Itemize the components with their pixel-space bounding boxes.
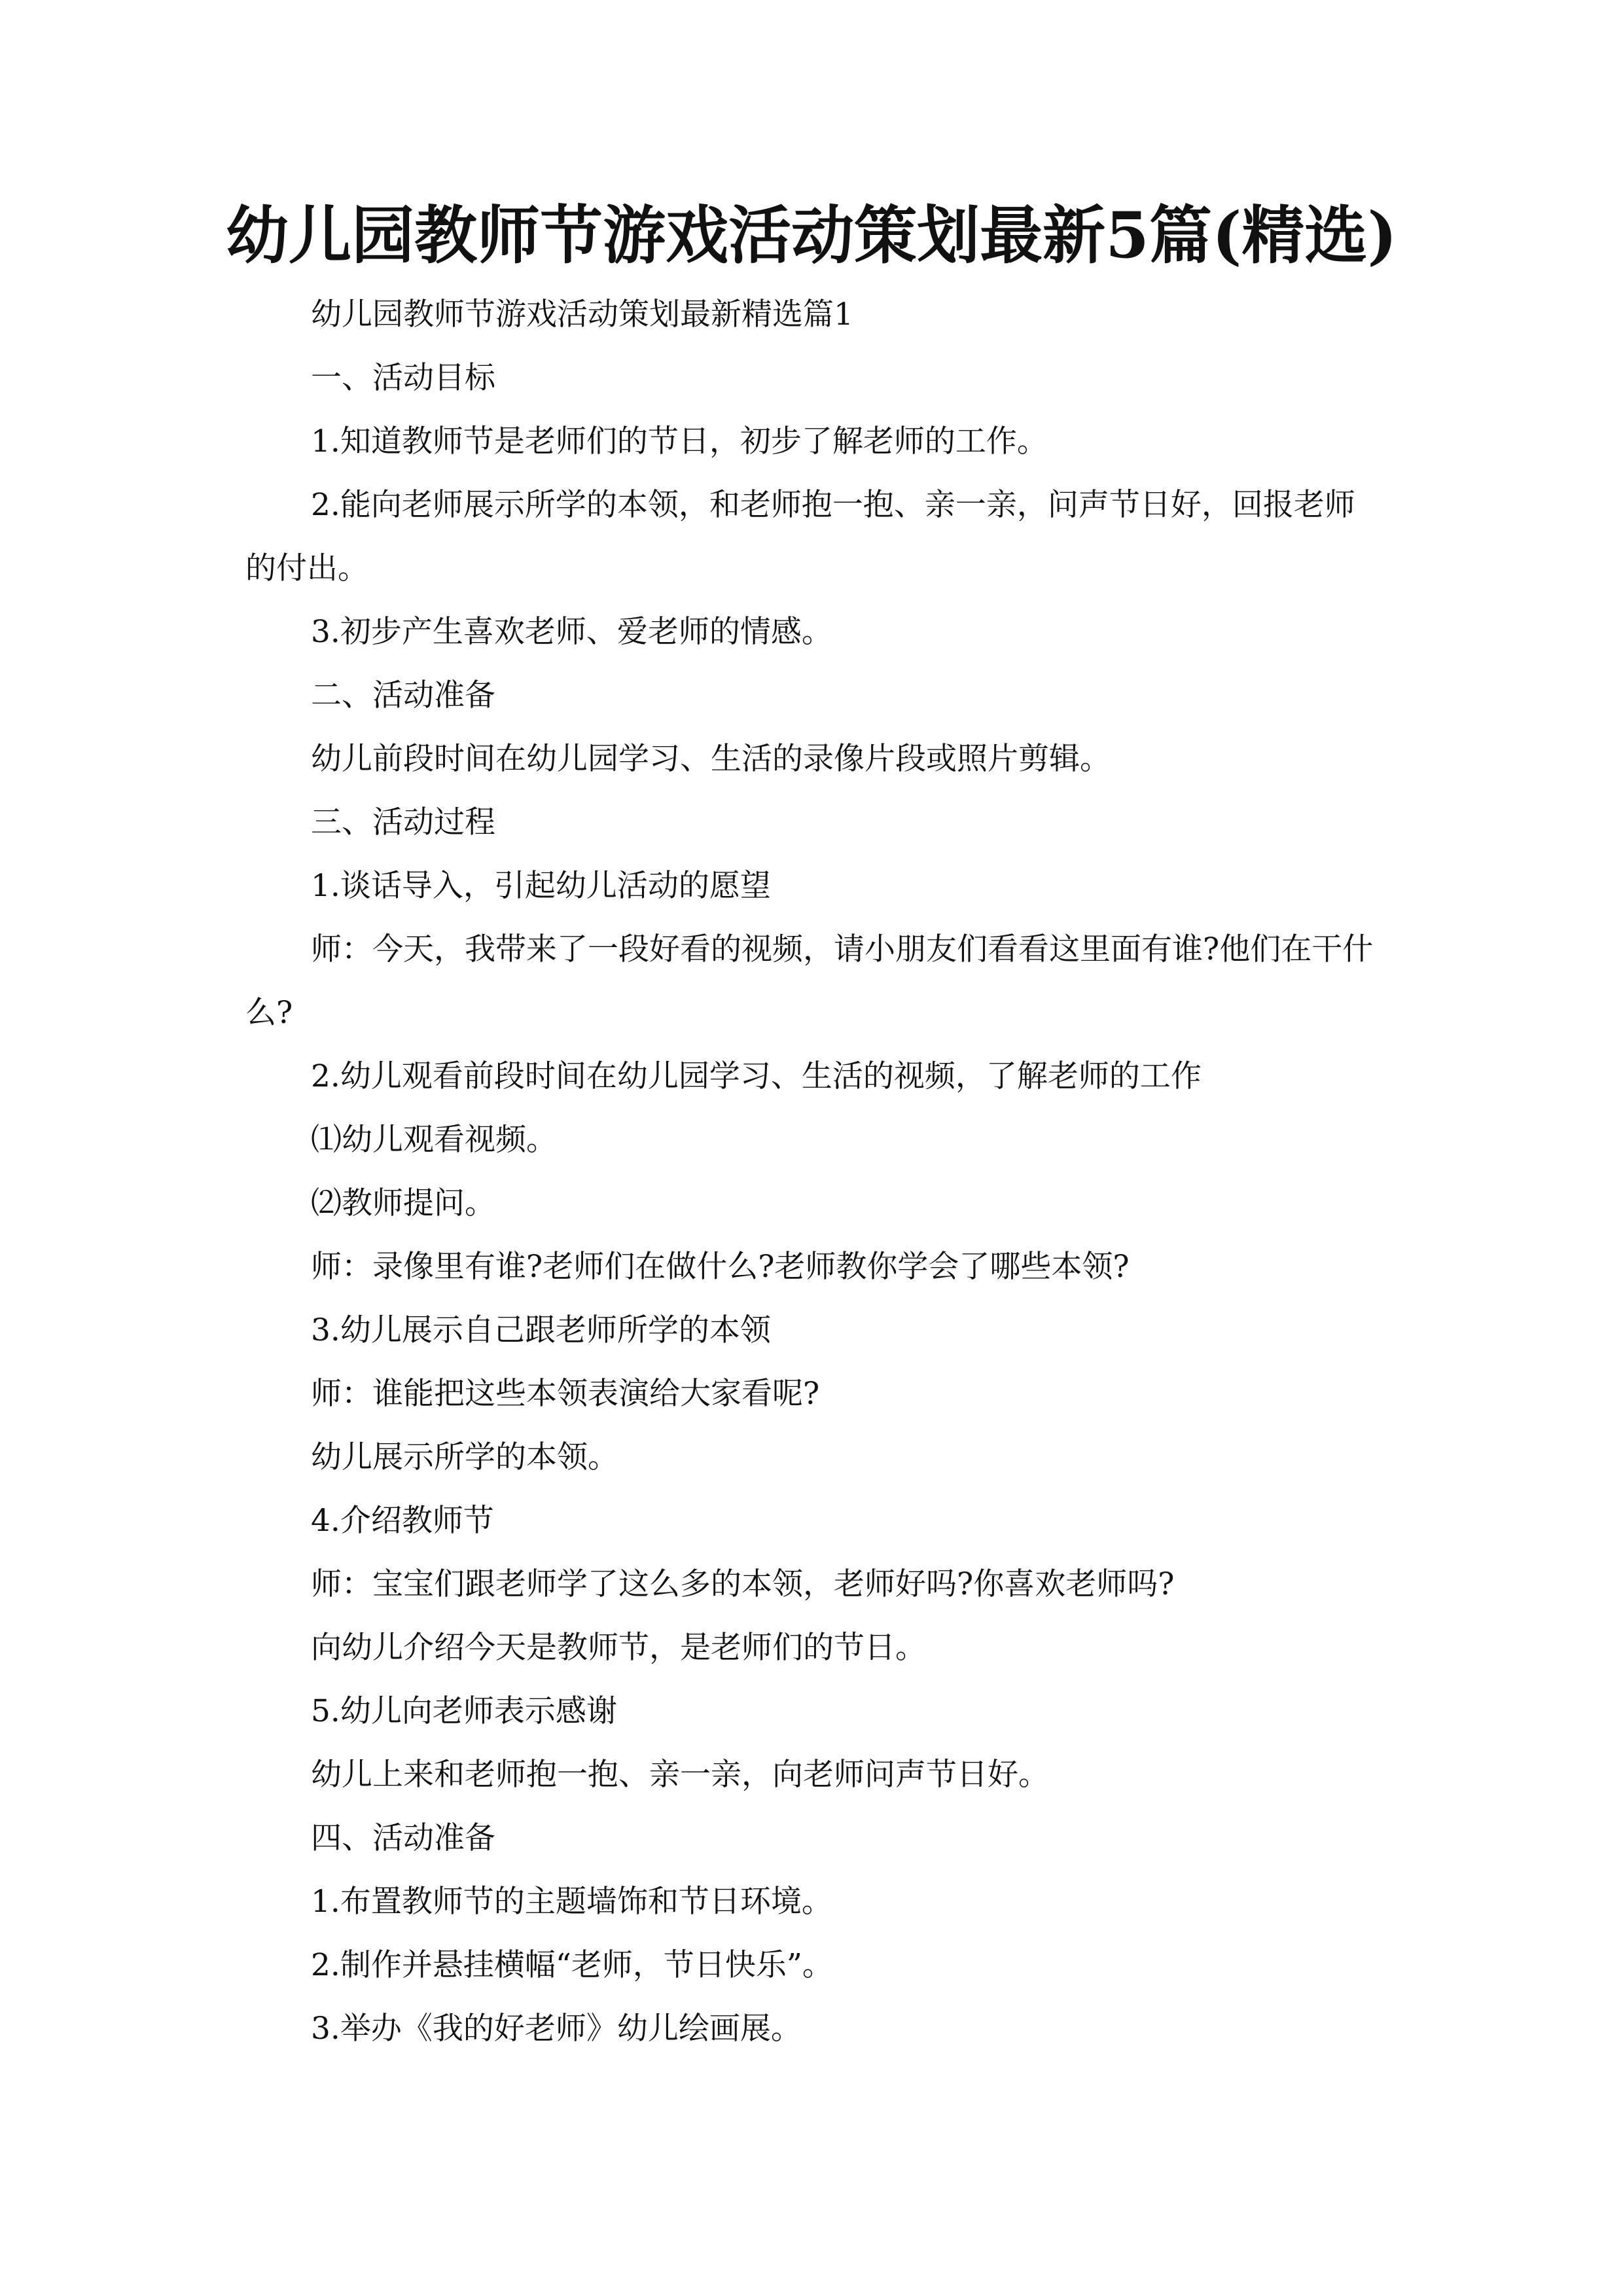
paragraph: 2.能向老师展示所学的本领，和老师抱一抱、亲一亲，问声节日好，回报老师的付出。 <box>245 487 1355 586</box>
paragraph: 3.举办《我的好老师》幼儿绘画展。 <box>311 2011 802 2047</box>
paragraph: 3.幼儿展示自己跟老师所学的本领 <box>311 1312 771 1348</box>
paragraph: 1.谈话导入，引起幼儿活动的愿望 <box>311 868 771 904</box>
document-body <box>245 283 1378 2060</box>
paragraph: 2.幼儿观看前段时间在幼儿园学习、生活的视频，了解老师的工作 <box>311 1058 1202 1094</box>
heading-preparation: 二、活动准备 <box>311 677 495 713</box>
paragraph: 师：谁能把这些本领表演给大家看呢? <box>311 1376 820 1412</box>
paragraph: 1.布置教师节的主题墙饰和节日环境。 <box>311 1884 832 1920</box>
paragraph: 幼儿前段时间在幼儿园学习、生活的录像片段或照片剪辑。 <box>311 741 1111 777</box>
paragraph: 向幼儿介绍今天是教师节，是老师们的节日。 <box>311 1630 926 1666</box>
paragraph: 5.幼儿向老师表示感谢 <box>311 1693 617 1729</box>
section-heading: 幼儿园教师节游戏活动策划最新精选篇1 <box>311 296 853 332</box>
heading-objectives: 一、活动目标 <box>311 360 495 396</box>
heading-preparation-2: 四、活动准备 <box>311 1820 495 1856</box>
document-title: 幼儿园教师节游戏活动策划最新5篇(精选) <box>226 198 1397 272</box>
paragraph: 1.知道教师节是老师们的节日，初步了解老师的工作。 <box>311 423 1048 459</box>
paragraph: ⑴幼儿观看视频。 <box>311 1122 557 1158</box>
paragraph: 2.制作并悬挂横幅“老师，节日快乐”。 <box>311 1947 833 1983</box>
paragraph: 师：录像里有谁?老师们在做什么?老师教你学会了哪些本领? <box>311 1249 1130 1285</box>
paragraph: ⑵教师提问。 <box>311 1185 495 1221</box>
paragraph: 师：宝宝们跟老师学了这么多的本领，老师好吗?你喜欢老师吗? <box>311 1566 1175 1602</box>
heading-process: 三、活动过程 <box>311 804 495 840</box>
paragraph: 幼儿上来和老师抱一抱、亲一亲，向老师问声节日好。 <box>311 1757 1049 1793</box>
paragraph: 4.介绍教师节 <box>311 1503 494 1539</box>
paragraph: 3.初步产生喜欢老师、爱老师的情感。 <box>311 614 832 650</box>
paragraph: 师：今天，我带来了一段好看的视频，请小朋友们看看这里面有谁?他们在干什么? <box>245 931 1374 1031</box>
paragraph: 幼儿展示所学的本领。 <box>311 1439 618 1475</box>
